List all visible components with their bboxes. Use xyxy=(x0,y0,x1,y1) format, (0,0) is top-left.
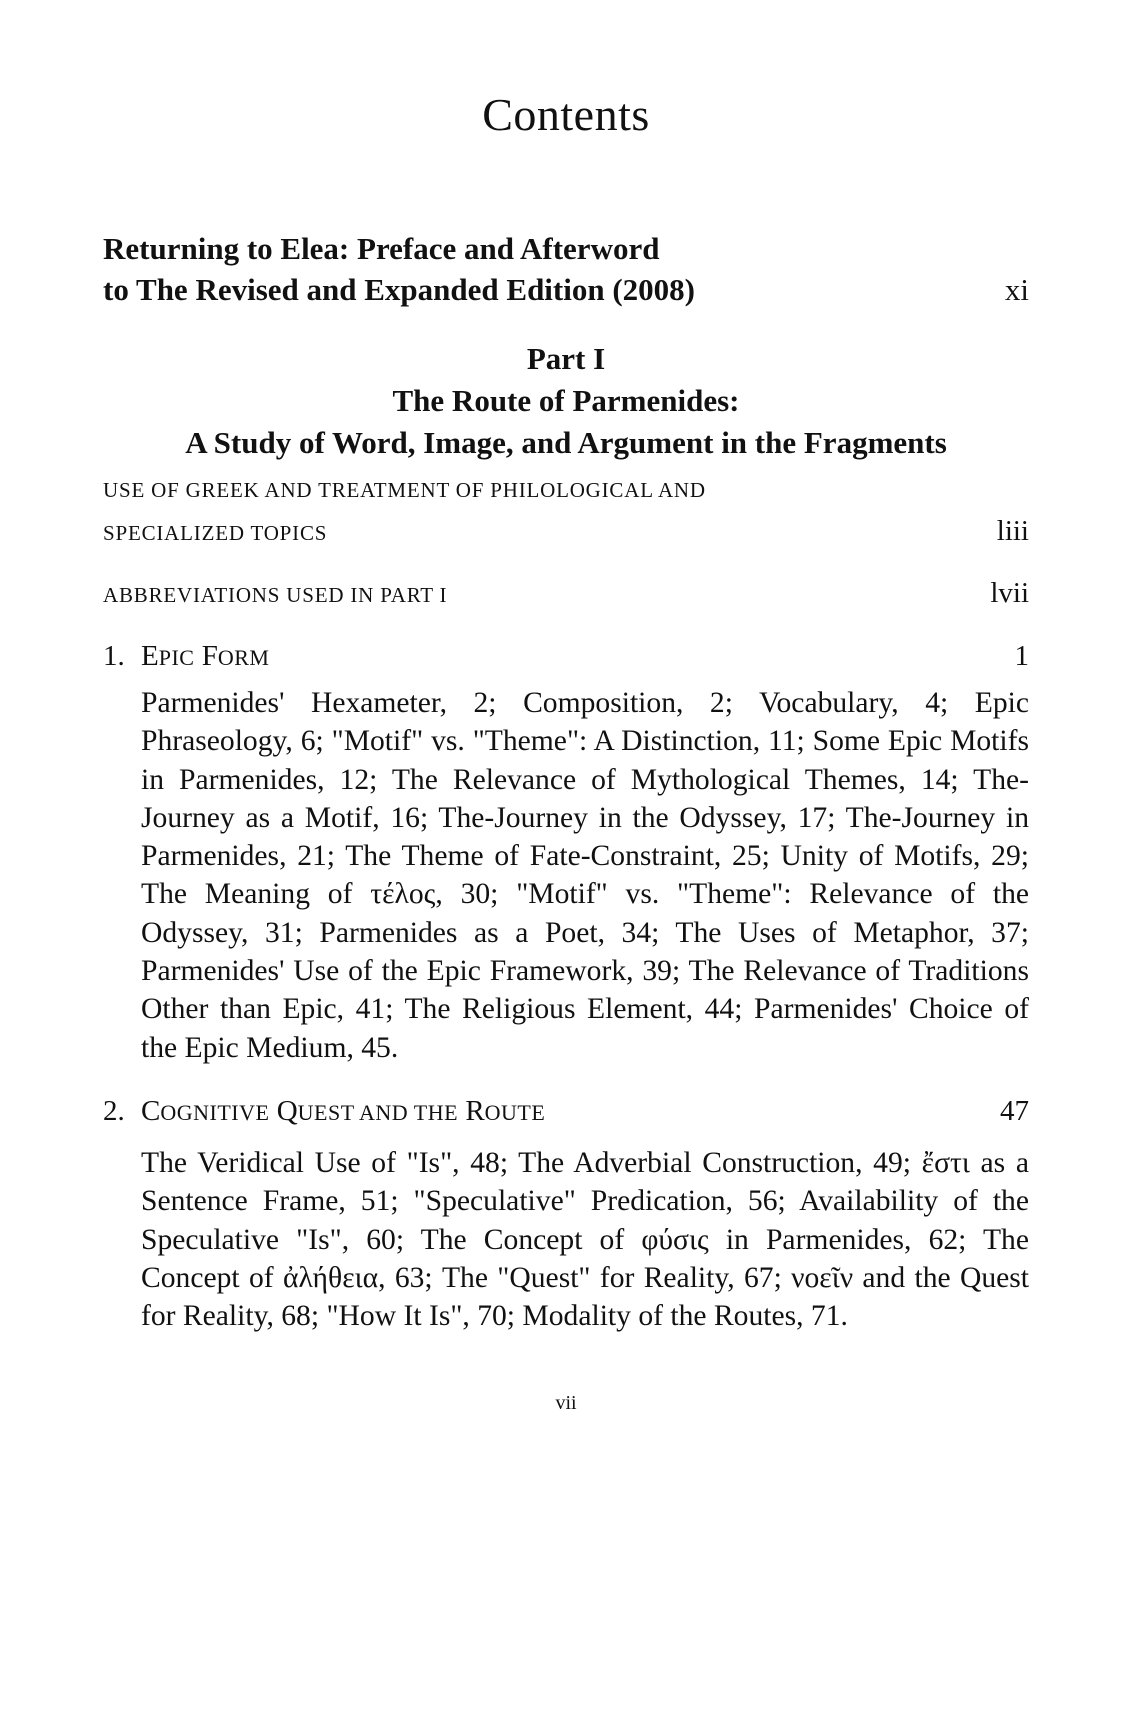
page-title: Contents xyxy=(482,89,650,140)
chapter-number: 2. xyxy=(103,1095,125,1127)
chapter-2-heading xyxy=(103,1095,1029,1128)
chapter-2-summary: The Veridical Use of "Is", 48; The Adverbial Construction, 49; ἔστι as a Sentence Frame, 51; "Speculative" Predication, 56; Availability of the Speculative "Is", 60; The Concept of φύσις in Parmenides, 62; The Concept of ἀλήθεια, 63; The "Quest" for Reality, 67; νοεῖν and the Quest for Reality, 68; "How It Is", 70; Modality of the Routes, 71. xyxy=(141,1147,1029,1333)
chapter-1-summary: Parmenides' Hexameter, 2; Composition, 2; Vocabulary, 4; Epic Phraseology, 6; "Motif" vs. "Theme": A Distinction, 11; Some Epic Motifs in Parmenides, 12; The Relevance of Mythological Themes, 14; The-Journey as a Motif, 16; The-Journey in the Odyssey, 17; The-Journey in Parmenides, 21; The Theme of Fate-Constraint, 25; Unity of Motifs, 29; The Meaning of τέλος, 30; "Motif" vs. "Theme": Relevance of the Odyssey, 31; Parmenides as a Poet, 34; The Uses of Metaphor, 37; Parmenides' Use of the Epic Framework, 39; The Relevance of Traditions Other than Epic, 41; The Religious Element, 44; Parmenides' Choice of the Epic Medium, 45. xyxy=(141,687,1029,1064)
chapter-number: 1. xyxy=(103,640,125,672)
part-subtitle-line2: A Study of Word, Image, and Argument in the Fragments xyxy=(185,425,947,460)
use-of-greek-line1: USE OF GREEK AND TREATMENT OF PHILOLOGICAL AND xyxy=(103,478,706,502)
part-label: Part I xyxy=(526,341,606,376)
chapter-title: COGNITIVE QUEST AND THE ROUTE xyxy=(141,1095,546,1127)
preface-entry xyxy=(103,228,1029,310)
chapter-page-number: 47 xyxy=(1000,1095,1029,1127)
chapter-1-heading xyxy=(103,640,1029,673)
abbreviations-label: ABBREVIATIONS USED IN PART I xyxy=(103,583,448,607)
chapter-title: EPIC FORM xyxy=(141,640,270,672)
folio-page-number: vii xyxy=(555,1392,577,1414)
abbreviations-entry xyxy=(103,577,1029,610)
abbreviations-page-number: lvii xyxy=(990,577,1029,609)
use-of-greek-page-number: liii xyxy=(996,515,1029,547)
preface-title-line1: Returning to Elea: Preface and Afterword xyxy=(103,231,660,266)
preface-page-number: xi xyxy=(1004,272,1029,307)
use-of-greek-line2: SPECIALIZED TOPICS xyxy=(103,521,328,545)
use-of-greek-entry xyxy=(103,470,1029,554)
part-subtitle-line1: The Route of Parmenides: xyxy=(392,383,740,418)
part-heading xyxy=(0,338,1132,464)
preface-title-line2: to The Revised and Expanded Edition (2008) xyxy=(103,272,695,307)
chapter-page-number: 1 xyxy=(1014,640,1029,672)
